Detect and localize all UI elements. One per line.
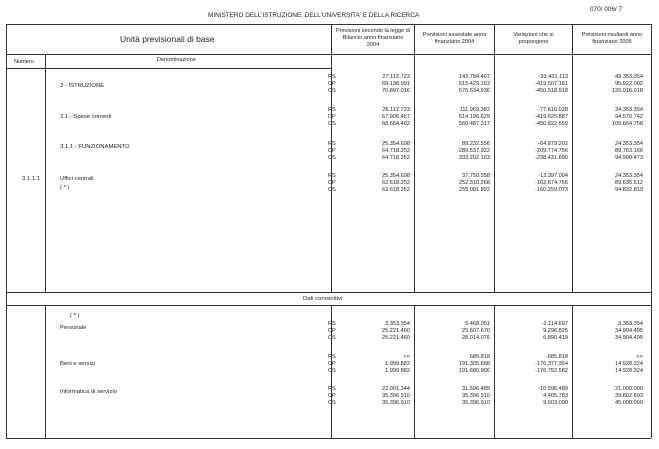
s1-row-value-legge: 62.618.252 <box>382 180 410 187</box>
s2-row-value-risultanti: 14.928.324 <box>615 368 643 375</box>
numero-col-divider <box>45 54 46 292</box>
s1-row-note: ( * ) <box>60 185 70 191</box>
s2-row-value-assestate: 35.396.910 <box>462 393 490 400</box>
s1-row-value-risultanti: 109.664.758 <box>611 121 643 128</box>
s1-row-value-risultanti: 94.832.819 <box>615 187 643 194</box>
s2-row-value-assestate: 191.305.688 <box>458 361 490 368</box>
header-divider <box>6 54 651 55</box>
s2-row-code: RS <box>328 321 336 327</box>
table-top-border <box>6 24 651 25</box>
numero-col-divider-2 <box>45 305 46 438</box>
s2-row-value-variazioni: -10.596.489 <box>538 386 568 392</box>
s1-row-value-legge: 62.618.252 <box>382 187 410 194</box>
unita-title: Unità previsionali di base <box>120 34 215 44</box>
s2-row-label: Personale <box>60 325 87 331</box>
s1-row-value-assestate: 111.969.382 <box>459 107 490 113</box>
s1-row-value-risultanti: 95.922.002 <box>615 81 643 88</box>
s2-row-value-assestate: 685.818 <box>469 354 490 360</box>
s1-row-value-risultanti: 89.635.512 <box>615 180 643 187</box>
dati-conoscitivi-title: Dati conoscitivi <box>303 296 343 302</box>
s2-row-value-assestate: 191.680.906 <box>458 368 490 375</box>
col-header-assestate: Previsioni assestate anno finanziario 2004 <box>422 32 487 45</box>
s1-row-value-assestate: 89.232.556 <box>462 141 490 147</box>
s2-row-value-legge: 25.221.460 <box>382 335 410 342</box>
s1-row-value-risultanti: 94.570.742 <box>615 114 643 121</box>
s1-row-code: CP <box>328 81 336 88</box>
s1-row-value-legge: 70.897.016 <box>382 88 410 95</box>
denominazione-divider <box>6 68 331 69</box>
s1-row-code: CP <box>328 180 336 187</box>
section-divider-bottom <box>6 305 651 306</box>
s1-row-value-assestate: 576.534.936 <box>458 88 490 95</box>
s2-row-value-risultanti: << <box>636 354 643 360</box>
s2-row-value-legge: 25.221.460 <box>382 328 410 335</box>
col3-divider-2 <box>494 305 495 438</box>
s2-row-label: Beni e servizi <box>60 361 96 367</box>
s2-row-value-risultanti: 45.000.000 <box>615 400 643 407</box>
s1-row-value-variazioni: -419.507.161 <box>535 81 568 88</box>
s1-row-value-variazioni: -13.397.004 <box>538 173 568 179</box>
s1-row-value-variazioni: -419.625.887 <box>535 114 568 121</box>
s1-row-code: CS <box>328 88 336 95</box>
s1-row-label: Uffici centrali <box>60 176 94 182</box>
s1-row-value-assestate: 142.784.467 <box>458 74 490 80</box>
s2-row-value-legge: 1.999.882 <box>385 361 410 368</box>
s1-row-value-legge: 68.664.482 <box>382 121 410 128</box>
s2-row-code: CP <box>328 393 336 400</box>
s2-row-code: RS <box>328 386 336 392</box>
s1-row-value-risultanti: 24.353.354 <box>615 141 643 147</box>
s2-row-value-legge: 35.396.910 <box>382 393 410 400</box>
s1-row-value-assestate: 289.537.922 <box>458 148 490 155</box>
s2-row-label: Informatica di servizio <box>60 389 117 395</box>
s1-row-value-legge: 25.354.698 <box>382 173 410 179</box>
s2-row-value-variazioni: 6.890.419 <box>543 335 568 342</box>
denominazione-header: Denominazione <box>157 57 196 63</box>
s1-row-number: 3.1.1.1 <box>22 176 41 182</box>
s1-row-value-risultanti: 49.353.354 <box>615 74 643 80</box>
s1-row-value-risultanti: 89.763.166 <box>615 148 643 155</box>
col2-divider-2 <box>414 305 415 438</box>
s2-row-value-variazioni: -685.818 <box>545 354 568 360</box>
s2-row-value-risultanti: 14.928.324 <box>615 361 643 368</box>
s2-row-value-assestate: 31.596.489 <box>462 386 490 392</box>
s1-row-label: 3.1 - Spese correnti <box>60 114 112 120</box>
s1-row-value-variazioni: -450.518.918 <box>535 88 568 95</box>
s2-row-value-risultanti: 39.802.693 <box>615 393 643 400</box>
s2-row-value-legge: << <box>403 354 410 360</box>
s1-row-code: CS <box>328 187 336 194</box>
s2-row-value-assestate: 35.396.910 <box>462 400 490 407</box>
s1-row-value-variazioni: -450.822.559 <box>535 121 568 128</box>
s1-row-value-variazioni: -160.259.073 <box>535 187 568 194</box>
s2-row-code: CP <box>328 361 336 368</box>
s1-row-code: RS <box>328 173 336 179</box>
s2-row-value-variazioni: -176.377.364 <box>535 361 568 368</box>
s1-row-value-assestate: 37.750.358 <box>462 173 490 179</box>
s1-row-code: RS <box>328 74 336 80</box>
s1-row-value-variazioni: -77.616.028 <box>538 107 568 113</box>
page-code: 070/ 006/ 7 <box>590 6 622 13</box>
s2-row-value-variazioni: 9.296.825 <box>543 328 568 335</box>
col4-divider <box>572 24 573 292</box>
col-header-variazioni: Variazioni che si propongono <box>513 32 554 45</box>
s2-row-value-legge: 3.353.354 <box>385 321 410 327</box>
s1-row-value-assestate: 333.202.163 <box>458 155 490 162</box>
s1-row-label: 3 - ISTRUZIONE <box>60 83 105 89</box>
s1-row-code: RS <box>328 141 336 147</box>
s2-row-value-legge: 22.001.344 <box>382 386 410 392</box>
s1-row-code: RS <box>328 107 336 113</box>
s2-row-code: CS <box>328 335 336 342</box>
s1-row-value-assestate: 514.196.629 <box>458 114 490 121</box>
s1-row-code: CS <box>328 155 336 162</box>
s1-row-value-legge: 67.906.457 <box>382 114 410 121</box>
s1-row-value-risultanti: 34.353.354 <box>615 107 643 113</box>
s1-row-value-variazioni: -162.674.756 <box>535 180 568 187</box>
s2-row-code: CP <box>328 328 336 335</box>
s1-row-value-risultanti: 126.016.018 <box>611 88 643 95</box>
s2-row-value-assestate: 5.468.051 <box>465 321 490 327</box>
s2-row-value-variazioni: 9.603.090 <box>543 400 568 407</box>
s1-row-value-assestate: 255.091.892 <box>458 187 490 194</box>
col3-divider <box>494 24 495 292</box>
s2-row-value-legge: 1.999.882 <box>385 368 410 375</box>
s1-row-value-assestate: 252.310.268 <box>458 180 490 187</box>
col-header-risultanti: Previsioni risultanti anno finanziario 2005 <box>581 32 643 45</box>
s1-row-value-legge: 26.112.723 <box>382 107 410 113</box>
s2-row-value-risultanti: 3.353.354 <box>618 321 643 327</box>
col4-divider-2 <box>572 305 573 438</box>
s1-row-value-assestate: 560.487.317 <box>458 121 490 128</box>
s1-row-value-legge: 64.718.252 <box>382 148 410 155</box>
s1-row-value-risultanti: 94.960.473 <box>615 155 643 162</box>
s2-row-value-risultanti: 34.904.495 <box>615 335 643 342</box>
section-divider-top <box>6 292 651 293</box>
s1-row-value-variazioni: -64.879.202 <box>538 141 568 147</box>
s1-row-value-variazioni: -93.431.113 <box>538 74 568 80</box>
s1-row-value-variazioni: -238.431.690 <box>535 155 568 162</box>
dati-note: ( * ) <box>70 313 80 319</box>
s2-row-value-risultanti: 34.904.495 <box>615 328 643 335</box>
s2-row-value-legge: 35.396.910 <box>382 400 410 407</box>
s1-row-value-variazioni: -209.774.756 <box>535 148 568 155</box>
s1-row-value-legge: 27.112.723 <box>382 74 410 80</box>
s2-row-value-risultanti: 21.000.000 <box>615 386 643 392</box>
s1-row-value-risultanti: 24.353.354 <box>615 173 643 179</box>
s2-row-code: CS <box>328 368 336 375</box>
s2-row-code: CS <box>328 400 336 407</box>
s1-row-code: CP <box>328 114 336 121</box>
s1-row-value-legge: 69.138.991 <box>382 81 410 88</box>
s1-row-value-legge: 25.354.698 <box>382 141 410 147</box>
s2-row-value-variazioni: -176.752.582 <box>535 368 568 375</box>
s2-row-value-assestate: 28.014.076 <box>462 335 490 342</box>
s2-row-value-assestate: 25.607.670 <box>462 328 490 335</box>
col2-divider <box>414 24 415 292</box>
col-header-legge: Previsioni secondo la legge di Bilancio anno finanziario 2004 <box>336 28 411 48</box>
table-left-border <box>6 24 7 438</box>
s2-row-value-variazioni: 4.405.783 <box>543 393 568 400</box>
s2-row-value-variazioni: -2.114.697 <box>541 321 568 327</box>
s1-row-code: CP <box>328 148 336 155</box>
s1-row-label: 3.1.1 - FUNZIONAMENTO <box>60 144 130 150</box>
numero-header: Numero <box>14 59 34 65</box>
s1-row-value-legge: 64.718.252 <box>382 155 410 162</box>
ministry-title: MINISTERO DELL'ISTRUZIONE, DELL'UNIVERSITA' E DELLA RICERCA <box>208 12 420 19</box>
s1-row-value-assestate: 515.429.163 <box>458 81 490 88</box>
s1-row-code: CS <box>328 121 336 128</box>
table-bottom-border <box>6 438 651 439</box>
table-right-border <box>651 24 652 438</box>
s2-row-code: RS <box>328 354 336 360</box>
